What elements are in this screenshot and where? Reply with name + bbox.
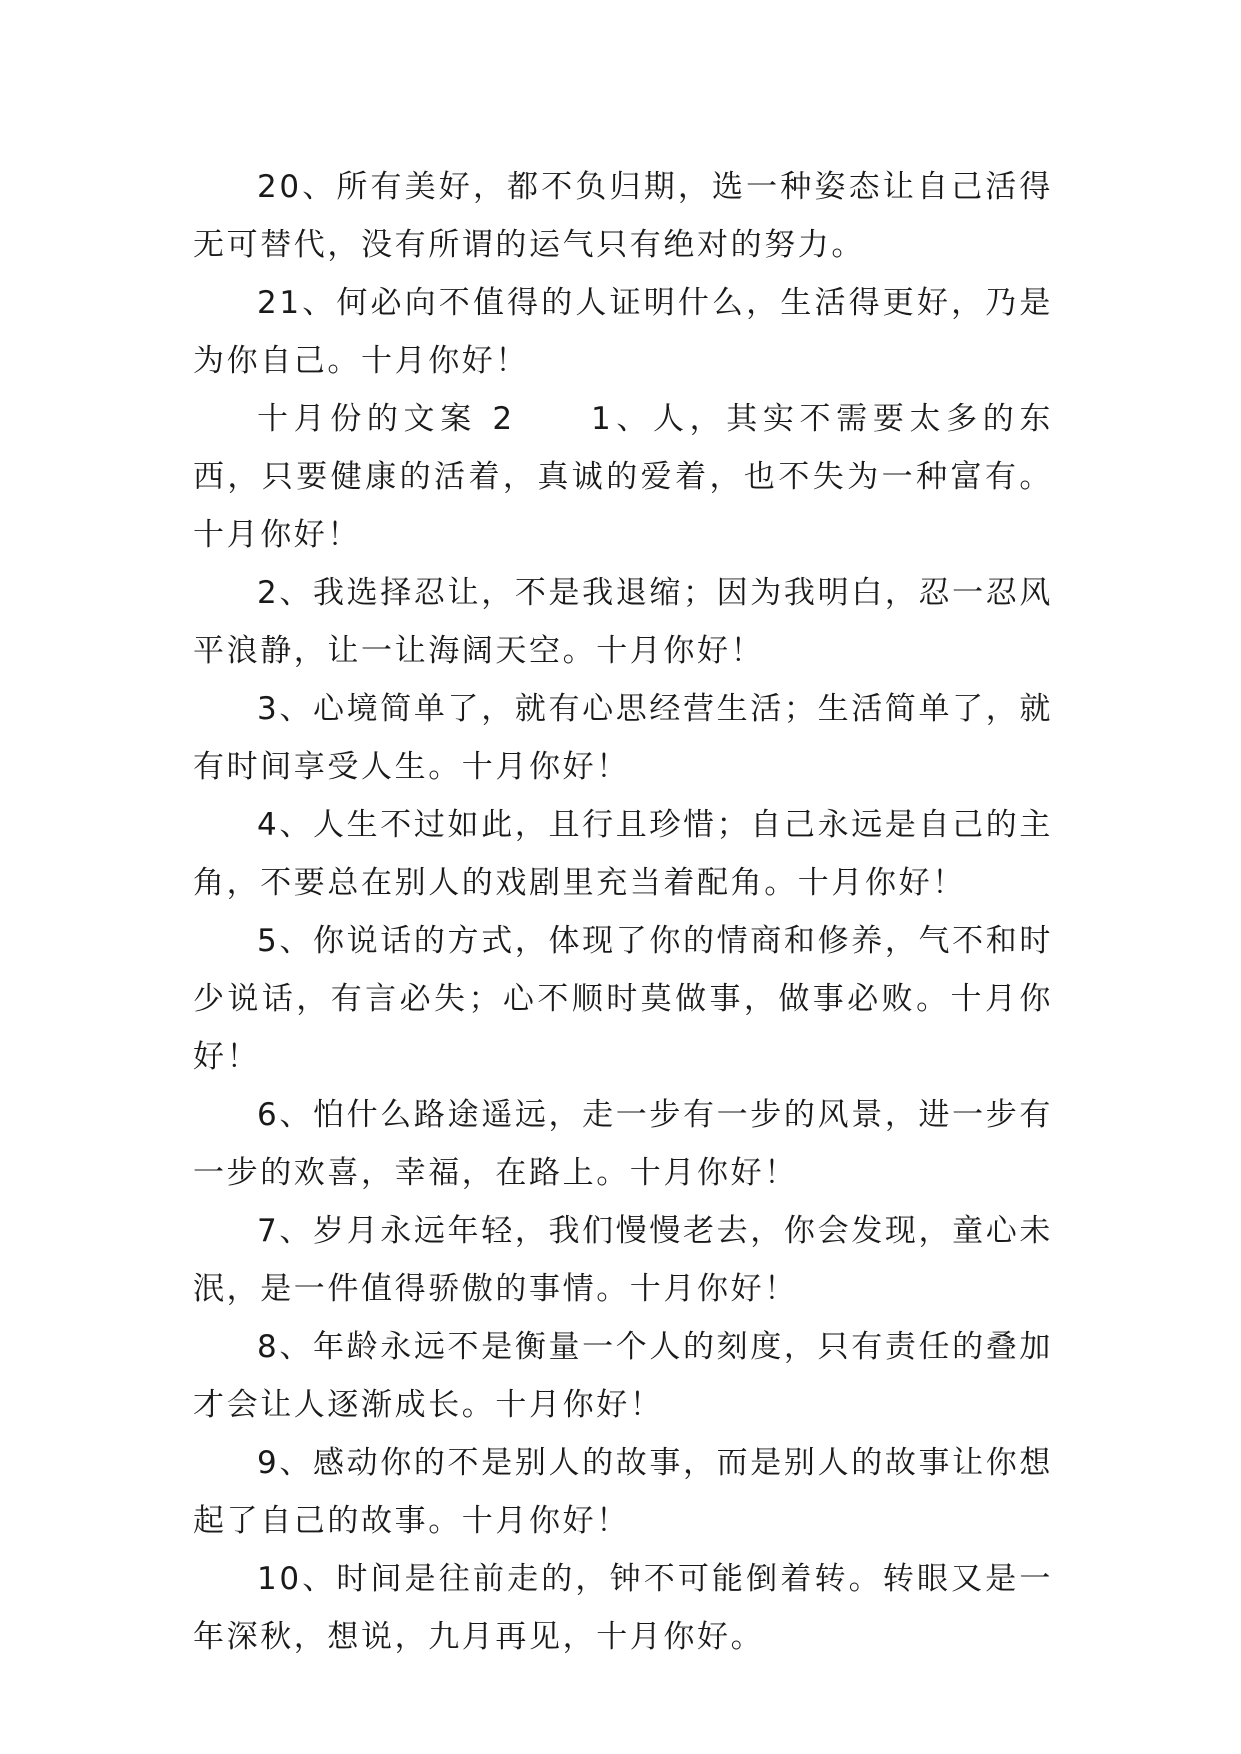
paragraph-section-2-item-1: 十月份的文案 2 1、人，其实不需要太多的东西，只要健康的活着，真诚的爱着，也不失为一种富有。十月你好！ <box>193 401 1053 553</box>
paragraph-item-8: 8、年龄永远不是衡量一个人的刻度，只有责任的叠加才会让人逐渐成长。十月你好！ <box>193 1329 1053 1423</box>
paragraph-item-10: 10、时间是往前走的，钟不可能倒着转。转眼又是一年深秋，想说，九月再见，十月你好。 <box>193 1561 1053 1655</box>
paragraph-item-2: 2、我选择忍让，不是我退缩；因为我明白，忍一忍风平浪静，让一让海阔天空。十月你好！ <box>193 575 1053 669</box>
paragraph-item-3: 3、心境简单了，就有心思经营生活；生活简单了，就有时间享受人生。十月你好！ <box>193 691 1053 785</box>
paragraph-item-6: 6、怕什么路途遥远，走一步有一步的风景，进一步有一步的欢喜，幸福，在路上。十月你好！ <box>193 1097 1053 1191</box>
paragraph-21: 21、何必向不值得的人证明什么，生活得更好，乃是为你自己。十月你好！ <box>193 285 1053 379</box>
paragraph-item-4: 4、人生不过如此，且行且珍惜；自己永远是自己的主角，不要总在别人的戏剧里充当着配角。十月你好！ <box>193 807 1053 901</box>
paragraph-20: 20、所有美好，都不负归期，选一种姿态让自己活得无可替代，没有所谓的运气只有绝对的努力。 <box>193 169 1053 263</box>
paragraph-item-7: 7、岁月永远年轻，我们慢慢老去，你会发现，童心未泯，是一件值得骄傲的事情。十月你好！ <box>193 1213 1053 1307</box>
paragraph-item-9: 9、感动你的不是别人的故事，而是别人的故事让你想起了自己的故事。十月你好！ <box>193 1445 1053 1539</box>
paragraph-item-5: 5、你说话的方式，体现了你的情商和修养，气不和时少说话，有言必失；心不顺时莫做事，做事必败。十月你好！ <box>193 923 1053 1075</box>
document-body <box>193 158 1053 1666</box>
